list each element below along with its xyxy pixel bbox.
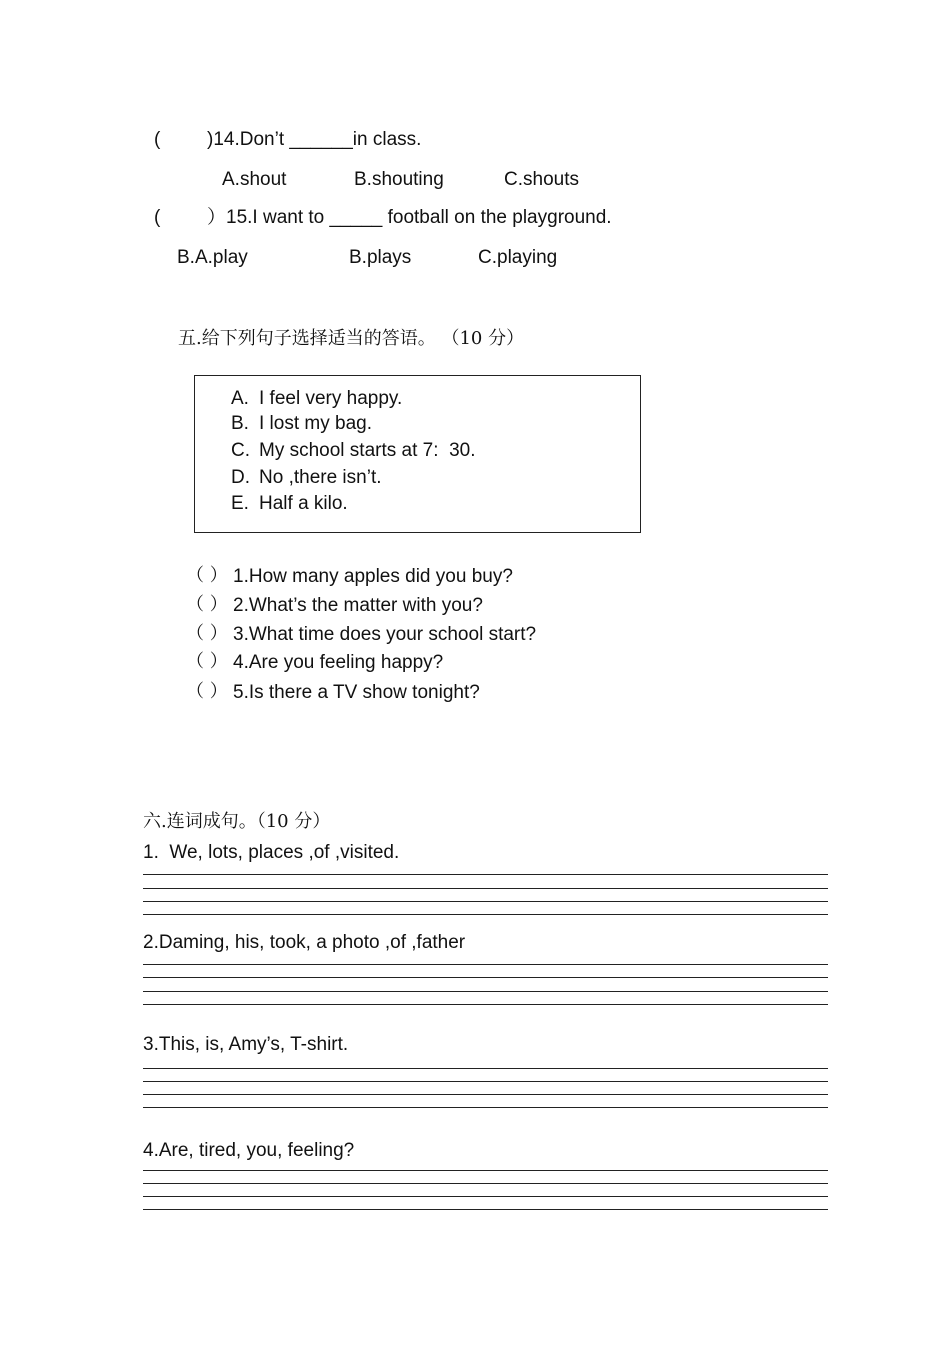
sentence-1: 1. We, lots, places ,of ,visited. [143,842,400,863]
answer-line [143,901,828,902]
answer-line [143,1004,828,1005]
answer-line [143,1209,828,1210]
answer-line [143,1107,828,1108]
q15-option-c: C.playing [478,247,558,268]
q14-paren: ( [154,129,161,150]
answer-line [143,1068,828,1069]
q4-text: 4.Are you feeling happy? [233,652,444,673]
q15-paren: ( [154,207,161,228]
answer-a-letter: A. [231,388,249,409]
answer-line [143,888,828,889]
q2-blank: （ ） [186,594,228,615]
answer-line [143,914,828,915]
q4-blank: （ ） [186,651,228,672]
answer-c-letter: C. [231,440,250,461]
q14-option-b: B.shouting [354,169,444,190]
section5-heading: 五.给下列句子选择适当的答语。 （10 分） [178,328,525,349]
answer-line [143,1081,828,1082]
answer-d-letter: D. [231,467,250,488]
answer-line [143,1170,828,1171]
answer-line [143,1196,828,1197]
q1-text: 1.How many apples did you buy? [233,566,513,587]
q1-blank: （ ） [186,565,228,586]
section6-heading: 六.连词成句。（10 分） [143,811,331,832]
answer-e-text: Half a kilo. [259,493,348,514]
q5-blank: （ ） [186,681,228,702]
q5-text: 5.Is there a TV show tonight? [233,682,480,703]
answer-c-text: My school starts at 7: 30. [259,440,476,461]
answer-line [143,1183,828,1184]
answer-d-text: No ,there isn’t. [259,467,382,488]
q15-stem: ）15.I want to _____ football on the playground. [207,207,612,228]
answer-a-text: I feel very happy. [259,388,403,409]
answer-b-letter: B. [231,413,249,434]
q14-option-a: A.shout [222,169,287,190]
q3-blank: （ ） [186,623,228,644]
q15-option-b: B.plays [349,247,412,268]
answer-line [143,1094,828,1095]
sentence-4: 4.Are, tired, you, feeling? [143,1140,355,1161]
answer-b-text: I lost my bag. [259,413,372,434]
answer-line [143,977,828,978]
answer-line [143,991,828,992]
sentence-2: 2.Daming, his, took, a photo ,of ,father [143,932,466,953]
answer-line [143,874,828,875]
q3-text: 3.What time does your school start? [233,624,537,645]
answer-e-letter: E. [231,493,249,514]
sentence-3: 3.This, is, Amy’s, T-shirt. [143,1034,349,1055]
q14-stem: )14.Don’t ______in class. [207,129,422,150]
q14-option-c: C.shouts [504,169,579,190]
answer-line [143,964,828,965]
q15-option-a: B.A.play [177,247,248,268]
q2-text: 2.What’s the matter with you? [233,595,483,616]
